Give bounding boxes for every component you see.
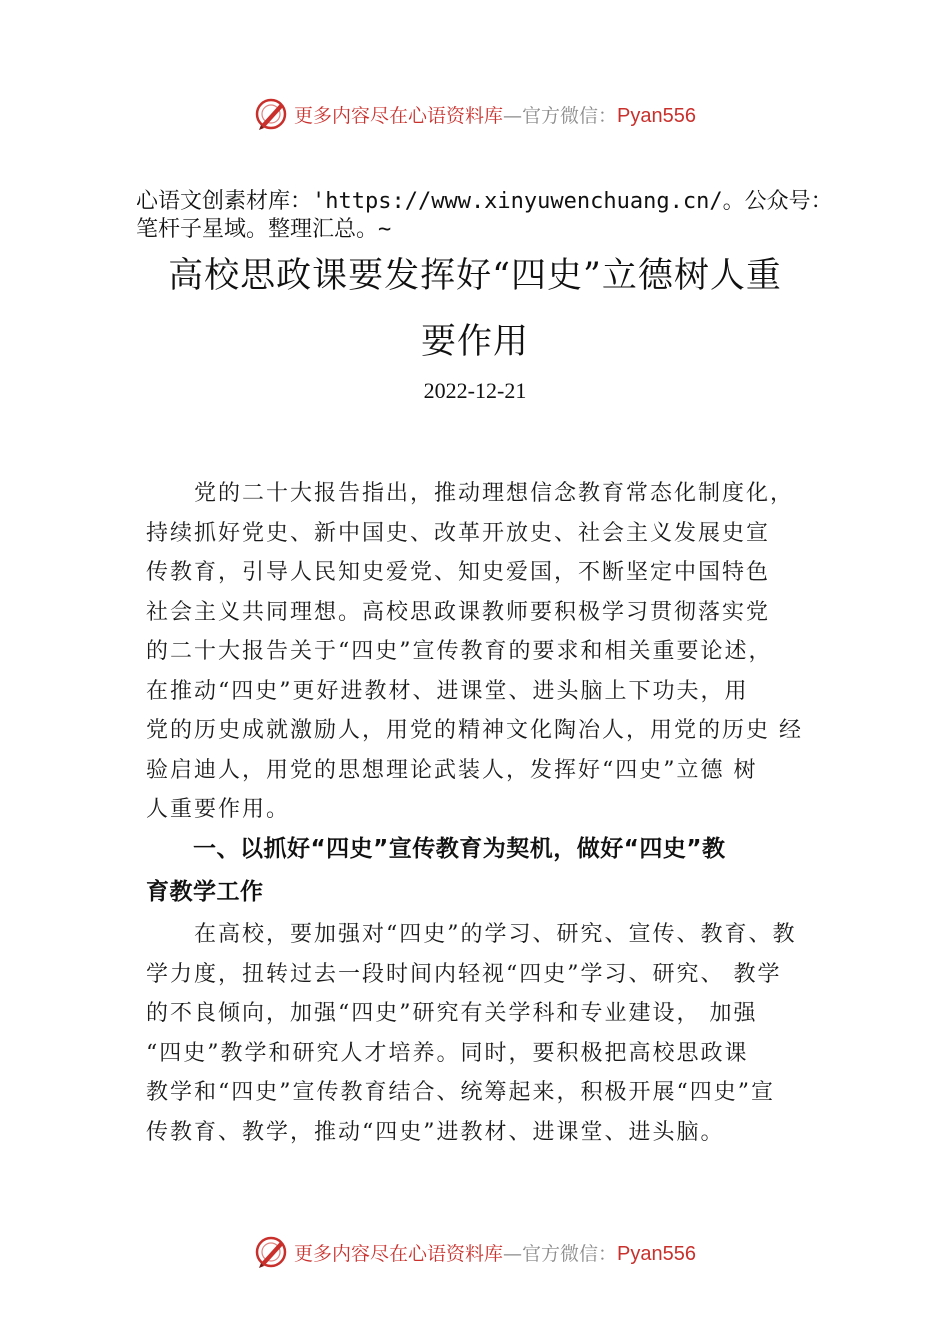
pen-seal-icon bbox=[254, 1235, 288, 1269]
banner-red-text: 更多内容尽在心语资料库 bbox=[294, 1242, 504, 1265]
paragraph-1-line: 的二十大报告关于“四史”宣传教育的要求和相关重要论述， bbox=[146, 639, 773, 664]
banner-wechat-label: 官方微信： bbox=[522, 1242, 618, 1265]
banner-wechat-label: 官方微信： bbox=[522, 104, 618, 127]
banner-dash: — bbox=[503, 1242, 523, 1265]
paragraph-2-line: 传教育、教学，推动“四史”进教材、进课堂、进头脑。 bbox=[146, 1120, 725, 1145]
paragraph-1-line: 人重要作用。 bbox=[146, 797, 291, 822]
footer-banner bbox=[0, 1232, 950, 1272]
paragraph-2-line: 教学和“四史”宣传教育结合、统筹起来，积极开展“四史”宣 bbox=[146, 1080, 775, 1105]
banner-text bbox=[294, 101, 696, 128]
section-heading-line: 育教学工作 bbox=[146, 879, 264, 905]
paragraph-2-line: 在高校，要加强对“四史”的学习、研究、宣传、教育、教 bbox=[146, 922, 797, 947]
source-line-1: 心语文创素材库：'https://www.xinyuwenchuang.cn/。公众号： bbox=[136, 189, 833, 214]
header-banner bbox=[0, 94, 950, 134]
banner-red-text: 更多内容尽在心语资料库 bbox=[294, 104, 504, 127]
paragraph-1-line: 党的历史成就激励人，用党的精神文化陶冶人，用党的历史 经 bbox=[146, 718, 803, 743]
page-title-line-2: 要作用 bbox=[420, 322, 529, 362]
banner-text bbox=[294, 1239, 696, 1266]
paragraph-1-line: 在推动“四史”更好进教材、进课堂、进头脑上下功夫，用 bbox=[146, 679, 749, 704]
section-heading-line: 一、以抓好“四史”宣传教育为契机，做好“四史”教 bbox=[146, 836, 726, 862]
paragraph-2-line: “四史”教学和研究人才培养。同时，要积极把高校思政课 bbox=[146, 1041, 749, 1066]
source-attribution bbox=[136, 188, 856, 244]
banner-wechat-handle: Pyan556 bbox=[617, 1242, 696, 1265]
pen-seal-icon bbox=[254, 97, 288, 131]
banner-dash: — bbox=[503, 104, 523, 127]
source-line-2: 笔杆子星域。整理汇总。~ bbox=[136, 217, 392, 242]
paragraph-2-line: 的不良倾向，加强“四史”研究有关学科和专业建设， 加强 bbox=[146, 1001, 758, 1026]
paragraph-1-line: 验启迪人，用党的思想理论武装人，发挥好“四史”立德 树 bbox=[146, 758, 758, 783]
publish-date: 2022-12-21 bbox=[423, 378, 527, 403]
banner-wechat-handle: Pyan556 bbox=[617, 104, 696, 127]
paragraph-1-line: 党的二十大报告指出，推动理想信念教育常态化制度化， bbox=[146, 481, 795, 506]
paragraph-1-line: 传教育，引导人民知史爱党、知史爱国，不断坚定中国特色 bbox=[146, 560, 771, 585]
paragraph-2-line: 学力度，扭转过去一段时间内轻视“四史”学习、研究、 教学 bbox=[146, 962, 782, 987]
page-title-line-1: 高校思政课要发挥好“四史”立德树人重 bbox=[168, 256, 782, 296]
paragraph-1-line: 持续抓好党史、新中国史、改革开放史、社会主义发展史宣 bbox=[146, 521, 771, 546]
paragraph-1-line: 社会主义共同理想。高校思政课教师要积极学习贯彻落实党 bbox=[146, 600, 771, 625]
